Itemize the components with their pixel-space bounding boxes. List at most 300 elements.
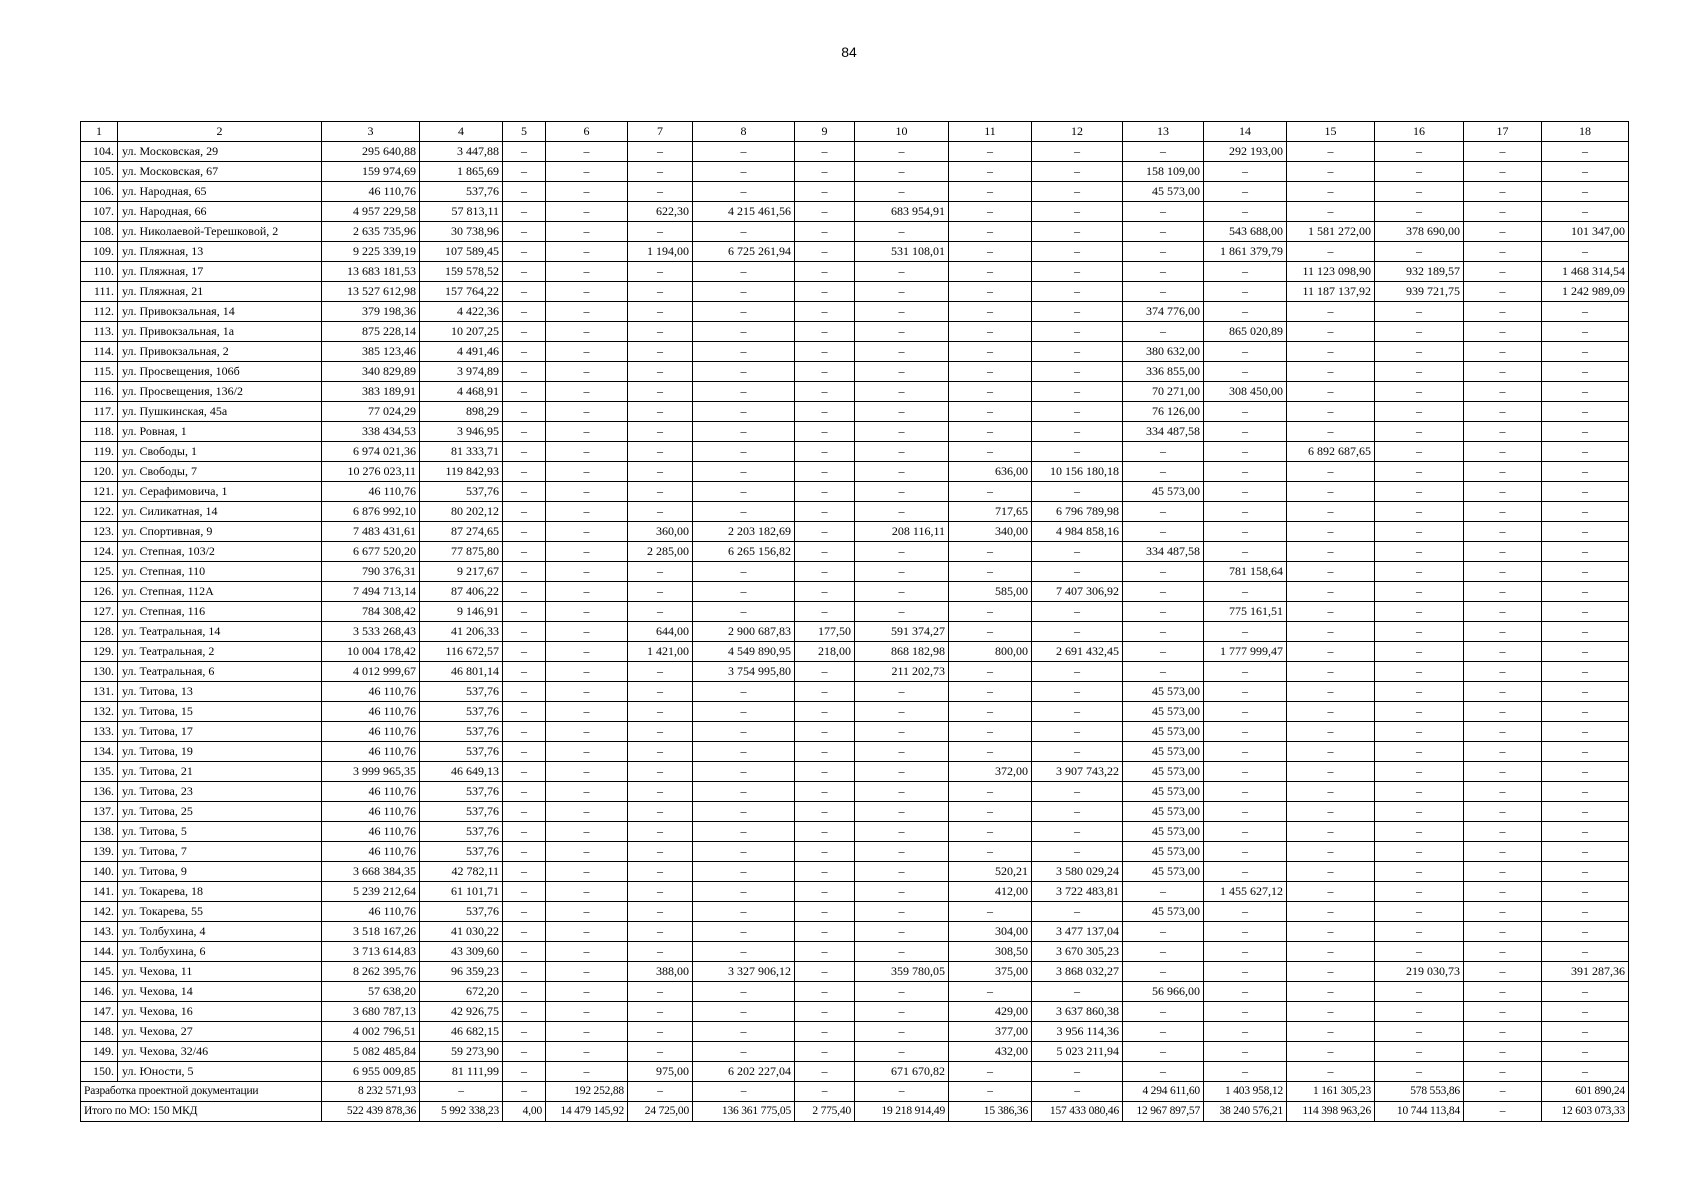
value-cell: – bbox=[1032, 182, 1123, 202]
row-number-cell: 146. bbox=[81, 982, 118, 1002]
summary-value-cell: 5 992 338,23 bbox=[420, 1102, 503, 1122]
value-cell: – bbox=[546, 302, 628, 322]
page-number: 84 bbox=[841, 44, 857, 60]
value-cell: – bbox=[1123, 282, 1204, 302]
column-number-cell: 8 bbox=[693, 122, 795, 142]
value-cell: 6 265 156,82 bbox=[693, 542, 795, 562]
table-row bbox=[81, 362, 1629, 382]
value-cell: – bbox=[1542, 982, 1629, 1002]
summary-value-cell: – bbox=[420, 1082, 503, 1102]
value-cell: – bbox=[1287, 842, 1375, 862]
value-cell: – bbox=[1375, 422, 1464, 442]
value-cell: – bbox=[1287, 382, 1375, 402]
value-cell: – bbox=[795, 582, 855, 602]
column-number-cell: 5 bbox=[503, 122, 546, 142]
value-cell: – bbox=[628, 182, 693, 202]
value-cell: 41 206,33 bbox=[420, 622, 503, 642]
value-cell: – bbox=[628, 422, 693, 442]
value-cell: – bbox=[1542, 1022, 1629, 1042]
value-cell: – bbox=[503, 242, 546, 262]
value-cell: – bbox=[1464, 322, 1542, 342]
value-cell: – bbox=[1375, 942, 1464, 962]
value-cell: – bbox=[795, 362, 855, 382]
value-cell: – bbox=[1287, 882, 1375, 902]
table-row bbox=[81, 322, 1629, 342]
value-cell: 336 855,00 bbox=[1123, 362, 1204, 382]
value-cell: – bbox=[1287, 1042, 1375, 1062]
row-number-cell: 104. bbox=[81, 142, 118, 162]
value-cell: – bbox=[1375, 362, 1464, 382]
value-cell: 159 578,52 bbox=[420, 262, 503, 282]
value-cell: 4 957 229,58 bbox=[322, 202, 420, 222]
value-cell: – bbox=[628, 462, 693, 482]
address-cell: ул. Титова, 13 bbox=[118, 682, 322, 702]
value-cell: 3 907 743,22 bbox=[1032, 762, 1123, 782]
value-cell: 375,00 bbox=[949, 962, 1032, 982]
value-cell: – bbox=[1464, 342, 1542, 362]
value-cell: – bbox=[693, 1002, 795, 1022]
value-cell: – bbox=[1287, 722, 1375, 742]
value-cell: 4 491,46 bbox=[420, 342, 503, 362]
value-cell: 784 308,42 bbox=[322, 602, 420, 622]
table-row bbox=[81, 682, 1629, 702]
value-cell: – bbox=[693, 822, 795, 842]
total-row bbox=[81, 1102, 1629, 1122]
value-cell: – bbox=[1032, 562, 1123, 582]
value-cell: – bbox=[795, 722, 855, 742]
value-cell: – bbox=[693, 782, 795, 802]
value-cell: – bbox=[1287, 942, 1375, 962]
value-cell: 585,00 bbox=[949, 582, 1032, 602]
table-row bbox=[81, 542, 1629, 562]
table-row bbox=[81, 762, 1629, 782]
table-row bbox=[81, 1002, 1629, 1022]
row-number-cell: 134. bbox=[81, 742, 118, 762]
value-cell: – bbox=[546, 402, 628, 422]
value-cell: – bbox=[693, 902, 795, 922]
value-cell: – bbox=[546, 182, 628, 202]
value-cell: – bbox=[855, 462, 949, 482]
value-cell: – bbox=[503, 742, 546, 762]
table-row bbox=[81, 802, 1629, 822]
value-cell: 46 801,14 bbox=[420, 662, 503, 682]
value-cell: – bbox=[949, 342, 1032, 362]
value-cell: – bbox=[1123, 882, 1204, 902]
value-cell: – bbox=[628, 482, 693, 502]
value-cell: – bbox=[795, 282, 855, 302]
value-cell: 432,00 bbox=[949, 1042, 1032, 1062]
address-cell: ул. Чехова, 32/46 bbox=[118, 1042, 322, 1062]
value-cell: 4 012 999,67 bbox=[322, 662, 420, 682]
value-cell: – bbox=[855, 402, 949, 422]
value-cell: 1 242 989,09 bbox=[1542, 282, 1629, 302]
value-cell: – bbox=[1464, 182, 1542, 202]
address-cell: ул. Театральная, 2 bbox=[118, 642, 322, 662]
summary-value-cell: 12 967 897,57 bbox=[1123, 1102, 1204, 1122]
column-number-cell: 15 bbox=[1287, 122, 1375, 142]
value-cell: 537,76 bbox=[420, 842, 503, 862]
value-cell: – bbox=[1542, 1042, 1629, 1062]
address-cell: ул. Николаевой-Терешковой, 2 bbox=[118, 222, 322, 242]
value-cell: – bbox=[795, 302, 855, 322]
value-cell: – bbox=[628, 382, 693, 402]
value-cell: – bbox=[503, 1002, 546, 1022]
value-cell: – bbox=[693, 342, 795, 362]
value-cell: – bbox=[1542, 302, 1629, 322]
value-cell: – bbox=[503, 202, 546, 222]
value-cell: – bbox=[1123, 1002, 1204, 1022]
value-cell: 157 764,22 bbox=[420, 282, 503, 302]
row-number-cell: 111. bbox=[81, 282, 118, 302]
address-cell: ул. Чехова, 11 bbox=[118, 962, 322, 982]
value-cell: – bbox=[1204, 822, 1287, 842]
value-cell: – bbox=[1375, 902, 1464, 922]
value-cell: – bbox=[1287, 642, 1375, 662]
row-number-cell: 136. bbox=[81, 782, 118, 802]
value-cell: 3 533 268,43 bbox=[322, 622, 420, 642]
address-cell: ул. Титова, 9 bbox=[118, 862, 322, 882]
value-cell: – bbox=[795, 842, 855, 862]
value-cell: – bbox=[795, 922, 855, 942]
summary-value-cell: 8 232 571,93 bbox=[322, 1082, 420, 1102]
table-row bbox=[81, 742, 1629, 762]
value-cell: 43 309,60 bbox=[420, 942, 503, 962]
value-cell: – bbox=[1032, 902, 1123, 922]
value-cell: 10 156 180,18 bbox=[1032, 462, 1123, 482]
row-number-cell: 135. bbox=[81, 762, 118, 782]
value-cell: 45 573,00 bbox=[1123, 482, 1204, 502]
value-cell: – bbox=[795, 742, 855, 762]
value-cell: – bbox=[855, 282, 949, 302]
value-cell: – bbox=[546, 762, 628, 782]
value-cell: – bbox=[1204, 1042, 1287, 1062]
value-cell: – bbox=[546, 542, 628, 562]
address-cell: ул. Степная, 112А bbox=[118, 582, 322, 602]
value-cell: – bbox=[546, 642, 628, 662]
address-cell: ул. Чехова, 27 bbox=[118, 1022, 322, 1042]
value-cell: – bbox=[503, 802, 546, 822]
address-cell: ул. Степная, 103/2 bbox=[118, 542, 322, 562]
value-cell: – bbox=[795, 522, 855, 542]
value-cell: – bbox=[795, 322, 855, 342]
value-cell: – bbox=[949, 242, 1032, 262]
value-cell: – bbox=[1542, 402, 1629, 422]
value-cell: 2 203 182,69 bbox=[693, 522, 795, 542]
value-cell: – bbox=[949, 1062, 1032, 1082]
value-cell: – bbox=[1375, 722, 1464, 742]
value-cell: – bbox=[503, 342, 546, 362]
value-cell: – bbox=[546, 262, 628, 282]
value-cell: 537,76 bbox=[420, 782, 503, 802]
value-cell: – bbox=[546, 162, 628, 182]
value-cell: – bbox=[1464, 362, 1542, 382]
value-cell: – bbox=[1123, 662, 1204, 682]
value-cell: – bbox=[795, 442, 855, 462]
summary-value-cell: 24 725,00 bbox=[628, 1102, 693, 1122]
value-cell: 1 194,00 bbox=[628, 242, 693, 262]
row-number-cell: 139. bbox=[81, 842, 118, 862]
value-cell: – bbox=[855, 882, 949, 902]
value-cell: – bbox=[1204, 902, 1287, 922]
value-cell: – bbox=[1375, 862, 1464, 882]
row-number-cell: 106. bbox=[81, 182, 118, 202]
value-cell: – bbox=[949, 322, 1032, 342]
value-cell: – bbox=[546, 822, 628, 842]
value-cell: – bbox=[1287, 902, 1375, 922]
table-row bbox=[81, 902, 1629, 922]
value-cell: – bbox=[949, 842, 1032, 862]
value-cell: – bbox=[503, 602, 546, 622]
value-cell: – bbox=[628, 802, 693, 822]
value-cell: – bbox=[546, 442, 628, 462]
summary-value-cell: – bbox=[628, 1082, 693, 1102]
value-cell: 57 813,11 bbox=[420, 202, 503, 222]
value-cell: – bbox=[693, 722, 795, 742]
value-cell: – bbox=[1032, 482, 1123, 502]
value-cell: – bbox=[1542, 162, 1629, 182]
value-cell: – bbox=[1032, 142, 1123, 162]
value-cell: – bbox=[693, 462, 795, 482]
value-cell: – bbox=[1464, 202, 1542, 222]
value-cell: – bbox=[503, 162, 546, 182]
value-cell: – bbox=[503, 862, 546, 882]
value-cell: – bbox=[693, 1042, 795, 1062]
value-cell: 378 690,00 bbox=[1375, 222, 1464, 242]
value-cell: – bbox=[1464, 282, 1542, 302]
value-cell: – bbox=[1375, 622, 1464, 642]
value-cell: – bbox=[546, 562, 628, 582]
address-cell: ул. Силикатная, 14 bbox=[118, 502, 322, 522]
summary-value-cell: 38 240 576,21 bbox=[1204, 1102, 1287, 1122]
value-cell: 46 110,76 bbox=[322, 802, 420, 822]
value-cell: – bbox=[503, 582, 546, 602]
value-cell: 292 193,00 bbox=[1204, 142, 1287, 162]
value-cell: – bbox=[1542, 582, 1629, 602]
value-cell: 3 477 137,04 bbox=[1032, 922, 1123, 942]
value-cell: – bbox=[949, 702, 1032, 722]
value-cell: 46 110,76 bbox=[322, 682, 420, 702]
value-cell: – bbox=[1032, 702, 1123, 722]
value-cell: – bbox=[1464, 462, 1542, 482]
value-cell: 107 589,45 bbox=[420, 242, 503, 262]
value-cell: – bbox=[1032, 202, 1123, 222]
value-cell: – bbox=[949, 222, 1032, 242]
value-cell: – bbox=[795, 942, 855, 962]
value-cell: – bbox=[628, 862, 693, 882]
value-cell: – bbox=[795, 982, 855, 1002]
value-cell: 9 146,91 bbox=[420, 602, 503, 622]
summary-value-cell: 4,00 bbox=[503, 1102, 546, 1122]
value-cell: – bbox=[628, 662, 693, 682]
value-cell: – bbox=[855, 182, 949, 202]
value-cell: – bbox=[795, 402, 855, 422]
value-cell: 537,76 bbox=[420, 182, 503, 202]
value-cell: – bbox=[1375, 162, 1464, 182]
table-row bbox=[81, 702, 1629, 722]
value-cell: – bbox=[628, 502, 693, 522]
value-cell: – bbox=[795, 542, 855, 562]
value-cell: – bbox=[693, 862, 795, 882]
column-number-cell: 17 bbox=[1464, 122, 1542, 142]
value-cell: 10 276 023,11 bbox=[322, 462, 420, 482]
row-number-cell: 132. bbox=[81, 702, 118, 722]
value-cell: – bbox=[628, 902, 693, 922]
value-cell: – bbox=[693, 942, 795, 962]
value-cell: – bbox=[795, 682, 855, 702]
value-cell: – bbox=[546, 502, 628, 522]
value-cell: 622,30 bbox=[628, 202, 693, 222]
value-cell: – bbox=[628, 142, 693, 162]
value-cell: – bbox=[855, 782, 949, 802]
value-cell: – bbox=[503, 642, 546, 662]
value-cell: 3 713 614,83 bbox=[322, 942, 420, 962]
value-cell: 3 580 029,24 bbox=[1032, 862, 1123, 882]
value-cell: – bbox=[949, 602, 1032, 622]
table-row bbox=[81, 342, 1629, 362]
value-cell: 45 573,00 bbox=[1123, 822, 1204, 842]
value-cell: 2 285,00 bbox=[628, 542, 693, 562]
value-cell: – bbox=[503, 182, 546, 202]
address-cell: ул. Степная, 110 bbox=[118, 562, 322, 582]
value-cell: – bbox=[1032, 842, 1123, 862]
address-cell: ул. Московская, 29 bbox=[118, 142, 322, 162]
value-cell: 45 573,00 bbox=[1123, 182, 1204, 202]
value-cell: – bbox=[795, 422, 855, 442]
value-cell: 45 573,00 bbox=[1123, 722, 1204, 742]
value-cell: 9 217,67 bbox=[420, 562, 503, 582]
value-cell: 412,00 bbox=[949, 882, 1032, 902]
value-cell: – bbox=[855, 842, 949, 862]
value-cell: 636,00 bbox=[949, 462, 1032, 482]
value-cell: – bbox=[1287, 922, 1375, 942]
value-cell: 2 900 687,83 bbox=[693, 622, 795, 642]
value-cell: – bbox=[1375, 1042, 1464, 1062]
address-cell: ул. Чехова, 14 bbox=[118, 982, 322, 1002]
value-cell: – bbox=[546, 842, 628, 862]
column-number-cell: 7 bbox=[628, 122, 693, 142]
value-cell: 46 110,76 bbox=[322, 182, 420, 202]
value-cell: – bbox=[503, 562, 546, 582]
value-cell: 46 110,76 bbox=[322, 822, 420, 842]
value-cell: – bbox=[628, 882, 693, 902]
table-row bbox=[81, 982, 1629, 1002]
value-cell: 4 215 461,56 bbox=[693, 202, 795, 222]
value-cell: – bbox=[1123, 522, 1204, 542]
value-cell: – bbox=[1542, 362, 1629, 382]
value-cell: – bbox=[628, 222, 693, 242]
value-cell: 8 262 395,76 bbox=[322, 962, 420, 982]
address-cell: ул. Привокзальная, 14 bbox=[118, 302, 322, 322]
address-cell: ул. Спортивная, 9 bbox=[118, 522, 322, 542]
value-cell: – bbox=[693, 1022, 795, 1042]
address-cell: ул. Титова, 23 bbox=[118, 782, 322, 802]
value-cell: – bbox=[503, 262, 546, 282]
value-cell: – bbox=[1204, 962, 1287, 982]
value-cell: – bbox=[795, 562, 855, 582]
value-cell: – bbox=[503, 542, 546, 562]
value-cell: – bbox=[1375, 582, 1464, 602]
value-cell: – bbox=[503, 1022, 546, 1042]
row-number-cell: 118. bbox=[81, 422, 118, 442]
value-cell: – bbox=[1287, 622, 1375, 642]
value-cell: – bbox=[1542, 1062, 1629, 1082]
value-cell: – bbox=[855, 542, 949, 562]
value-cell: – bbox=[795, 702, 855, 722]
value-cell: – bbox=[855, 802, 949, 822]
value-cell: – bbox=[1542, 542, 1629, 562]
value-cell: – bbox=[628, 442, 693, 462]
column-number-row bbox=[81, 122, 1629, 142]
value-cell: – bbox=[1542, 462, 1629, 482]
value-cell: – bbox=[1375, 922, 1464, 942]
row-number-cell: 123. bbox=[81, 522, 118, 542]
value-cell: – bbox=[503, 502, 546, 522]
value-cell: – bbox=[546, 482, 628, 502]
value-cell: – bbox=[949, 442, 1032, 462]
summary-value-cell: 14 479 145,92 bbox=[546, 1102, 628, 1122]
value-cell: 359 780,05 bbox=[855, 962, 949, 982]
value-cell: – bbox=[1542, 882, 1629, 902]
row-number-cell: 116. bbox=[81, 382, 118, 402]
value-cell: 380 632,00 bbox=[1123, 342, 1204, 362]
value-cell: – bbox=[1464, 802, 1542, 822]
column-number-cell: 12 bbox=[1032, 122, 1123, 142]
value-cell: – bbox=[503, 282, 546, 302]
value-cell: – bbox=[1032, 722, 1123, 742]
value-cell: – bbox=[1032, 542, 1123, 562]
value-cell: 340,00 bbox=[949, 522, 1032, 542]
value-cell: 975,00 bbox=[628, 1062, 693, 1082]
table-row bbox=[81, 842, 1629, 862]
value-cell: – bbox=[1123, 582, 1204, 602]
value-cell: – bbox=[795, 802, 855, 822]
value-cell: 4 549 890,95 bbox=[693, 642, 795, 662]
value-cell: 6 955 009,85 bbox=[322, 1062, 420, 1082]
value-cell: 377,00 bbox=[949, 1022, 1032, 1042]
value-cell: 591 374,27 bbox=[855, 622, 949, 642]
value-cell: 3 327 906,12 bbox=[693, 962, 795, 982]
value-cell: – bbox=[546, 202, 628, 222]
value-cell: – bbox=[1375, 562, 1464, 582]
value-cell: 119 842,93 bbox=[420, 462, 503, 482]
value-cell: – bbox=[503, 482, 546, 502]
address-cell: ул. Привокзальная, 2 bbox=[118, 342, 322, 362]
value-cell: 6 677 520,20 bbox=[322, 542, 420, 562]
value-cell: 4 984 858,16 bbox=[1032, 522, 1123, 542]
value-cell: – bbox=[1542, 502, 1629, 522]
value-cell: 3 754 995,80 bbox=[693, 662, 795, 682]
value-cell: – bbox=[546, 902, 628, 922]
row-number-cell: 129. bbox=[81, 642, 118, 662]
value-cell: – bbox=[628, 922, 693, 942]
row-number-cell: 109. bbox=[81, 242, 118, 262]
row-number-cell: 122. bbox=[81, 502, 118, 522]
value-cell: – bbox=[693, 922, 795, 942]
address-cell: ул. Титова, 21 bbox=[118, 762, 322, 782]
value-cell: – bbox=[1204, 542, 1287, 562]
value-cell: – bbox=[1375, 142, 1464, 162]
value-cell: – bbox=[795, 182, 855, 202]
value-cell: – bbox=[503, 662, 546, 682]
value-cell: 70 271,00 bbox=[1123, 382, 1204, 402]
value-cell: – bbox=[855, 1042, 949, 1062]
value-cell: – bbox=[855, 222, 949, 242]
value-cell: – bbox=[1287, 202, 1375, 222]
value-cell: 308,50 bbox=[949, 942, 1032, 962]
value-cell: – bbox=[628, 262, 693, 282]
value-cell: – bbox=[1464, 1062, 1542, 1082]
value-cell: – bbox=[1464, 382, 1542, 402]
